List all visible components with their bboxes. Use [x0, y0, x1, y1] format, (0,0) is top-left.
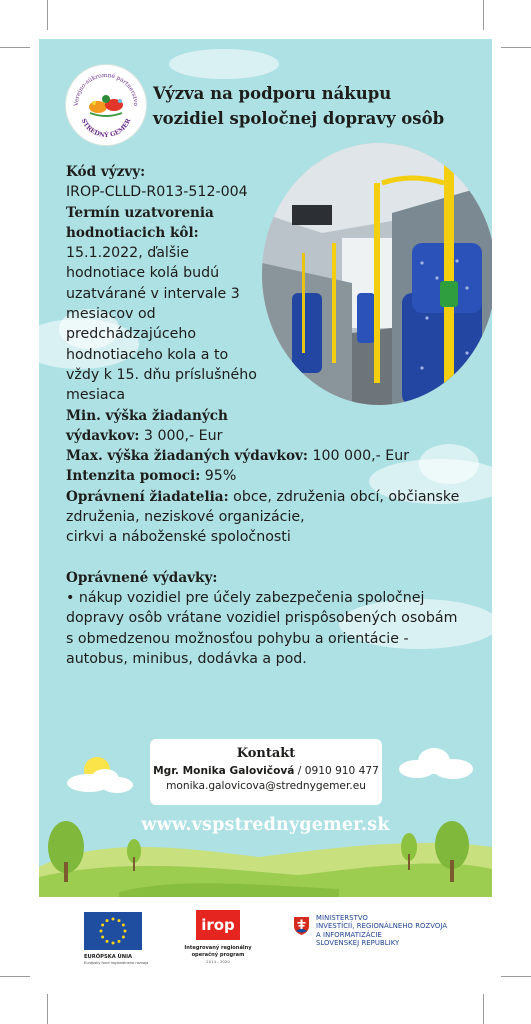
eu-label: EURÓPSKA ÚNIA — [84, 954, 133, 960]
termin-label-line-1: Termín uzatvorenia — [66, 204, 214, 221]
footer-logos — [0, 897, 531, 987]
vydavky-line: dopravy osôb vrátane vozidiel prispôsobených osobám — [66, 610, 458, 627]
termin-line: mesiacov od — [66, 306, 156, 323]
call-details — [66, 162, 486, 669]
min-value: 3 000,- Eur — [139, 427, 223, 444]
crop-mark — [483, 0, 484, 30]
eu-flag-icon — [84, 912, 142, 950]
background-cloud — [169, 49, 279, 79]
ministry-line: INVESTÍCIÍ, REGIONÁLNEHO ROZVOJA — [316, 922, 448, 931]
vydavky-line: s obmedzenou možnosťou pohybu a orientácie - — [66, 630, 409, 647]
eu-stars-icon — [84, 912, 142, 950]
title-line-2: vozidiel spoločnej dopravy osôb — [153, 109, 445, 128]
max-row — [66, 446, 486, 466]
termin-line: uzatvárané v intervale 3 — [66, 285, 240, 302]
ministry-label — [316, 914, 447, 948]
ministry-line: A INFORMATIZÁCIE — [316, 930, 382, 939]
contact-email[interactable]: monika.galovicova@strednygemer.eu — [166, 780, 366, 792]
termin-label-line-2: hodnotiacich kôl: — [66, 224, 199, 241]
contact-heading: Kontakt — [236, 746, 296, 761]
vydavky-line: autobus, minibus, dodávka a pod. — [66, 650, 307, 667]
ministry-line: MINISTERSTVO — [316, 914, 368, 922]
intenzita-label: Intenzita pomoci: — [66, 468, 201, 485]
termin-line: 15.1.2022, ďalšie — [66, 245, 189, 262]
kod-value: IROP-CLLD-R013-512-004 — [66, 184, 248, 201]
crop-mark — [0, 47, 30, 48]
ministry-line: SLOVENSKEJ REPUBLIKY — [316, 939, 400, 948]
logo-name-text: STREDNÝ GEMER — [79, 117, 133, 140]
cloud-right — [399, 748, 473, 779]
irop-years: 2014 - 2020 — [206, 959, 230, 964]
strednygemer-logo — [66, 65, 146, 145]
intenzita-value: 95% — [200, 468, 237, 485]
min-label-line-2: výdavkov: — [66, 427, 140, 444]
opravneni-row — [66, 487, 486, 507]
eu-fund-label: Európsky fond regionálneho rozvoja — [84, 961, 149, 965]
termin-line: hodnotiaceho kola a to — [66, 346, 229, 363]
contact-person — [150, 765, 382, 777]
svg-text:STREDNÝ GEMER — [80, 117, 133, 139]
contact-name: Mgr. Monika Galovičová — [153, 765, 295, 777]
cloud-left — [67, 769, 133, 793]
crop-mark — [47, 994, 48, 1024]
opravneni-line: združenia, neziskové organizácie, — [66, 509, 305, 526]
flyer-panel — [39, 39, 492, 897]
termin-line: mesiaca — [66, 387, 126, 404]
intenzita-row — [66, 466, 486, 486]
termin-line: vždy k 15. dňu príslušného — [66, 366, 257, 383]
title-line-1: Výzva na podporu nákupu — [153, 84, 392, 103]
strednygemer-logo-graphic — [68, 67, 144, 143]
vydavky-line: • nákup vozidiel pre účely zabezpečenia spoločnej — [66, 589, 425, 606]
contact-box — [150, 739, 382, 805]
opravneni-line: cirkvi a náboženské spoločnosti — [66, 529, 291, 546]
page-title — [153, 81, 483, 131]
irop-label — [182, 945, 254, 958]
min-label-line-1: Min. výška žiadaných — [66, 407, 228, 424]
opravneni-value: obce, združenia obcí, občianske — [228, 488, 460, 505]
logo-arc-text: Verejno-súkromné partnerstvo — [73, 72, 139, 107]
min-row — [66, 426, 486, 446]
vydavky-label: Oprávnené výdavky: — [66, 569, 218, 586]
kod-label: Kód výzvy: — [66, 164, 146, 180]
crop-mark — [47, 0, 48, 30]
irop-line-2: operačný program — [191, 951, 245, 958]
slovak-coat-of-arms-icon — [294, 917, 309, 935]
irop-logo: irop — [196, 910, 240, 940]
contact-phone[interactable]: / 0910 910 477 — [294, 765, 379, 777]
opravneni-label: Oprávnení žiadatelia: — [66, 488, 229, 505]
crop-mark — [501, 47, 531, 48]
max-value: 100 000,- Eur — [307, 448, 410, 465]
irop-line-1: Integrovaný regionálny — [184, 945, 252, 951]
termin-line: predchádzajúceho — [66, 326, 197, 343]
website-link[interactable]: www.vspstrednygemer.sk — [141, 815, 390, 835]
max-label: Max. výška žiadaných výdavkov: — [66, 448, 308, 465]
termin-line: hodnotiace kolá budú — [66, 265, 220, 282]
crop-mark — [483, 994, 484, 1024]
